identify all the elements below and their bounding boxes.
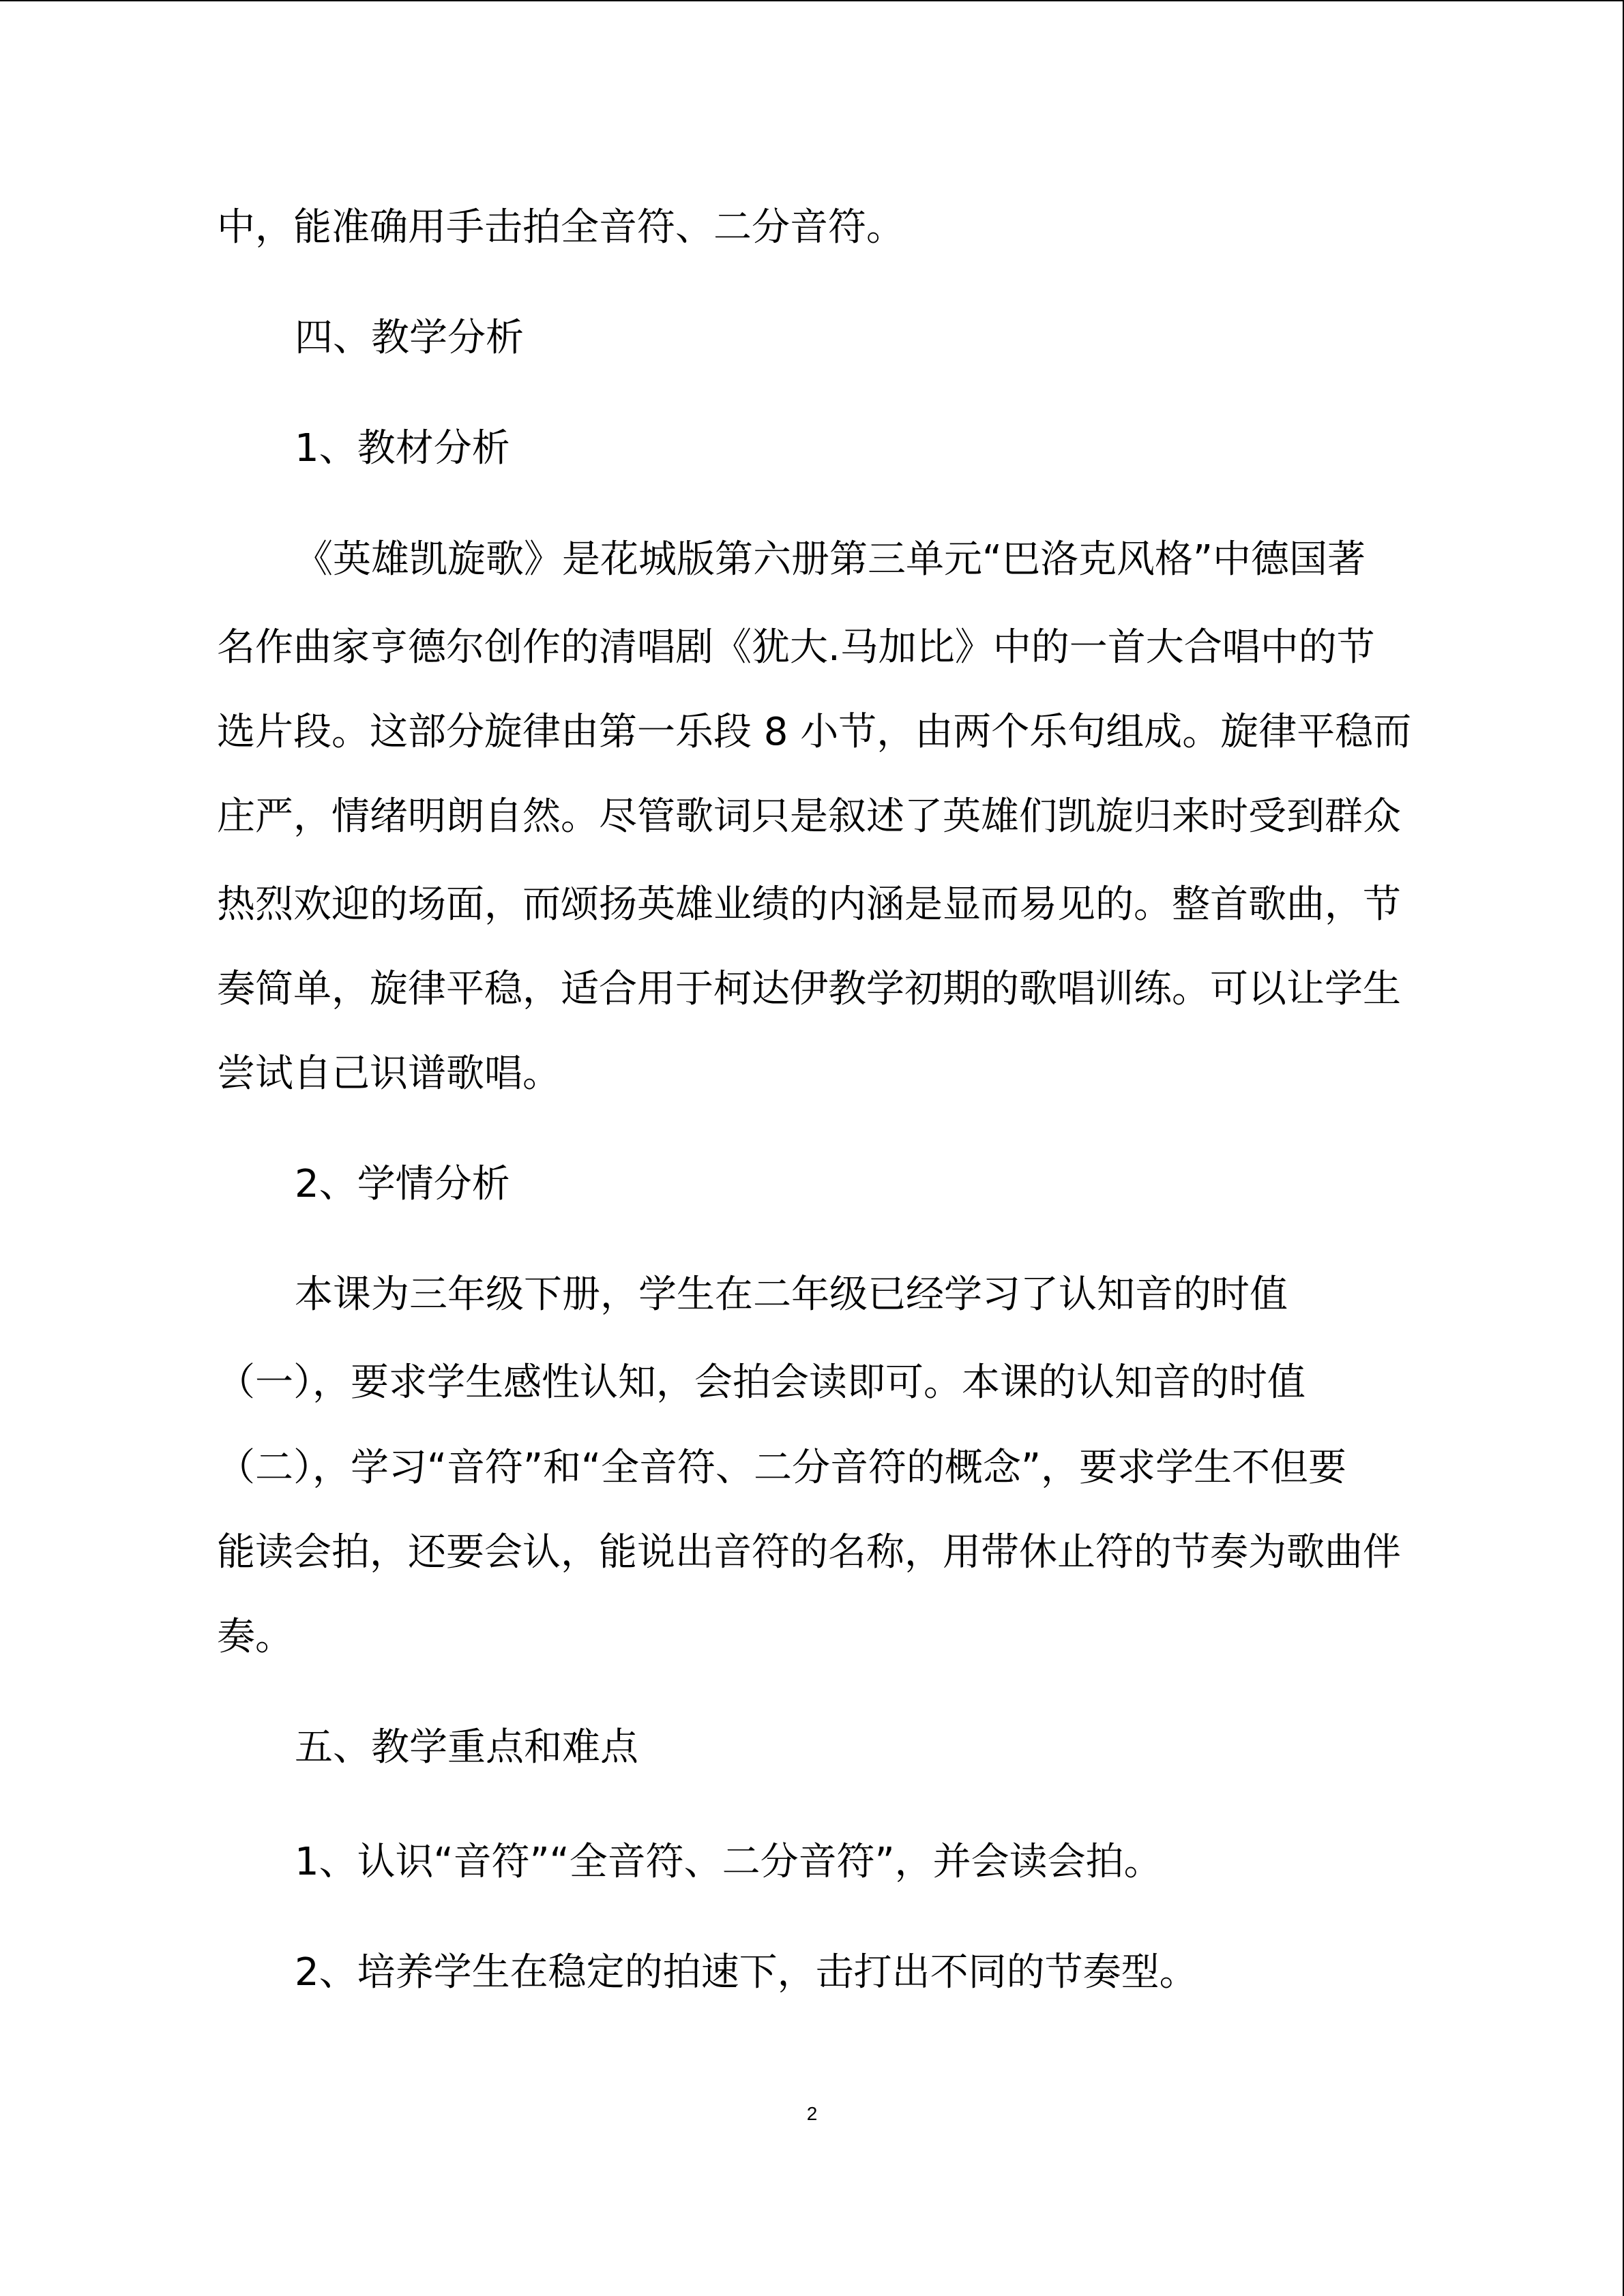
list-item: 1、认识“音符”“全音符、二分音符”，并会读会拍。 xyxy=(295,1840,1162,1884)
paragraph-line: 庄严，情绪明朗自然。尽管歌词只是叙述了英雄们凯旋归来时受到群众 xyxy=(217,794,1401,839)
list-item: 2、培养学生在稳定的拍速下，击打出不同的节奏型。 xyxy=(295,1950,1198,1995)
section-heading: 四、教学分析 xyxy=(295,316,524,360)
paragraph-line: 《英雄凯旋歌》是花城版第六册第三单元“巴洛克风格”中德国著 xyxy=(295,537,1366,582)
paragraph-line: （二），学习“音符”和“全音符、二分音符的概念”，要求学生不但要 xyxy=(217,1446,1347,1490)
section-heading: 五、教学重点和难点 xyxy=(295,1725,638,1770)
paragraph-line: 奏简单，旋律平稳，适合用于柯达伊教学初期的歌唱训练。可以让学生 xyxy=(217,967,1401,1011)
subsection-heading: 2、学情分析 xyxy=(295,1162,510,1206)
page-number: 2 xyxy=(806,2103,818,2124)
subsection-heading: 1、教材分析 xyxy=(295,426,510,471)
paragraph-line: 选片段。这部分旋律由第一乐段 8 小节，由两个乐句组成。旋律平稳而 xyxy=(217,710,1412,754)
paragraph-line: 本课为三年级下册，学生在二年级已经学习了认知音的时值 xyxy=(295,1272,1288,1317)
paragraph-line: 中，能准确用手击拍全音符、二分音符。 xyxy=(217,205,904,250)
paragraph-line: （一），要求学生感性认知，会拍会读即可。本课的认知音的时值 xyxy=(217,1360,1305,1405)
paragraph-line: 奏。 xyxy=(217,1615,293,1659)
paragraph-line: 能读会拍，还要会认，能说出音符的名称，用带休止符的节奏为歌曲伴 xyxy=(217,1530,1401,1575)
paragraph-line: 热烈欢迎的场面，而颂扬英雄业绩的内涵是显而易见的。整首歌曲，节 xyxy=(217,882,1401,927)
paragraph-line: 尝试自己识谱歌唱。 xyxy=(217,1052,561,1096)
paragraph-line: 名作曲家亨德尔创作的清唱剧《犹大.马加比》中的一首大合唱中的节 xyxy=(217,625,1375,670)
